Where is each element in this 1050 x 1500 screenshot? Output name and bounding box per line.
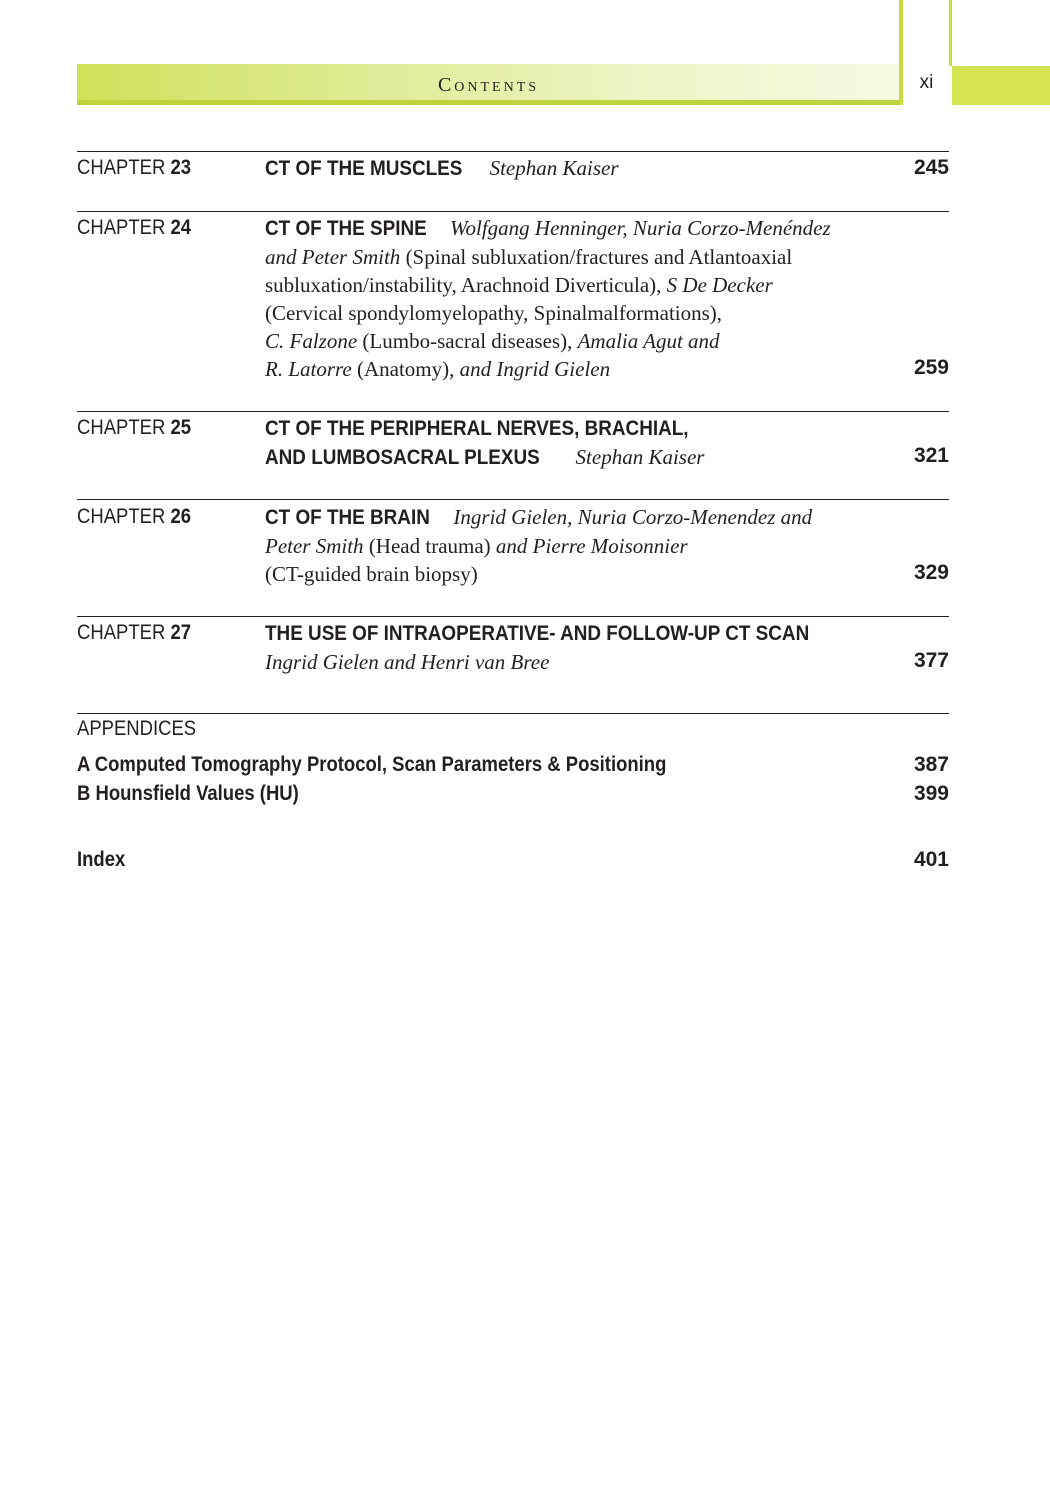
header-band-underline	[77, 100, 900, 105]
chapter-note: (Spinal subluxation/fractures and Atlantoaxial	[405, 245, 793, 269]
toc-entry-appendix-b[interactable]: B Hounsfield Values (HU)	[77, 782, 299, 805]
chapter-authors: S De Decker	[666, 273, 773, 297]
running-header-title: Contents	[437, 74, 540, 96]
chapter-authors: and Pierre Moisonnier	[495, 534, 688, 558]
chapter-word: CHAPTER	[77, 216, 166, 239]
toc-entry-chapter-24[interactable]	[265, 214, 875, 383]
page-ref[interactable]: 401	[913, 848, 949, 871]
chapter-authors: Stephan Kaiser	[489, 156, 619, 180]
chapter-authors: and Peter Smith	[265, 245, 401, 269]
chapter-note: (Anatomy),	[356, 357, 455, 381]
chapter-number: 26	[170, 505, 192, 528]
chapter-label	[77, 214, 191, 242]
chapter-word: CHAPTER	[77, 505, 166, 528]
page-ref[interactable]: 377	[913, 649, 949, 672]
toc-entry-index[interactable]: Index	[77, 848, 126, 871]
page-number: xi	[919, 72, 934, 93]
chapter-authors: Amalia Agut and	[577, 329, 720, 353]
chapter-note: (Cervical spondylomyelopathy, Spinalmalformations),	[265, 301, 723, 325]
chapter-word: CHAPTER	[77, 416, 166, 439]
chapter-word: CHAPTER	[77, 621, 166, 644]
divider-rule	[77, 151, 949, 152]
chapter-label	[77, 154, 191, 182]
page-ref[interactable]: 399	[913, 782, 949, 805]
appendices-heading: APPENDICES	[77, 717, 197, 740]
toc-entry-chapter-23[interactable]	[265, 154, 875, 183]
page-ref[interactable]: 321	[913, 444, 949, 467]
chapter-authors: R. Latorre	[265, 357, 352, 381]
chapter-number: 25	[170, 416, 192, 439]
page-ref[interactable]: 259	[913, 356, 949, 379]
chapter-note: (Head trauma)	[368, 534, 491, 558]
chapter-number: 27	[170, 621, 192, 644]
chapter-authors: and Ingrid Gielen	[459, 357, 611, 381]
chapter-note: (CT-guided brain biopsy)	[265, 562, 478, 586]
header-vertical-rule-right	[949, 0, 952, 66]
divider-rule	[77, 411, 949, 412]
chapter-label	[77, 503, 191, 531]
chapter-authors: Stephan Kaiser	[575, 445, 705, 469]
chapter-number: 23	[170, 156, 192, 179]
chapter-authors: Ingrid Gielen and Henri van Bree	[265, 650, 550, 674]
chapter-title: CT OF THE MUSCLES	[265, 157, 463, 180]
chapter-title: AND LUMBOSACRAL PLEXUS	[265, 446, 540, 469]
divider-rule	[77, 616, 949, 617]
toc-entry-chapter-25[interactable]	[265, 414, 875, 472]
toc-entry-chapter-27[interactable]	[265, 619, 875, 676]
chapter-note: subluxation/instability, Arachnoid Diverticula),	[265, 273, 662, 297]
chapter-title: CT OF THE SPINE	[265, 217, 427, 240]
divider-rule	[77, 499, 949, 500]
chapter-label	[77, 619, 191, 647]
page-ref[interactable]: 329	[913, 561, 949, 584]
chapter-authors: Ingrid Gielen, Nuria Corzo-Menendez and	[453, 505, 813, 529]
chapter-note: (Lumbo-sacral diseases),	[362, 329, 573, 353]
divider-rule	[77, 713, 949, 714]
divider-rule	[77, 211, 949, 212]
chapter-authors: Peter Smith	[265, 534, 364, 558]
chapter-authors: Wolfgang Henninger, Nuria Corzo-Menéndez	[449, 216, 831, 240]
chapter-number: 24	[170, 216, 192, 239]
chapter-title: CT OF THE BRAIN	[265, 506, 430, 529]
chapter-title: THE USE OF INTRAOPERATIVE- AND FOLLOW-UP CT SCAN	[265, 622, 810, 645]
chapter-word: CHAPTER	[77, 156, 166, 179]
chapter-authors: C. Falzone	[265, 329, 358, 353]
chapter-title: CT OF THE PERIPHERAL NERVES, BRACHIAL,	[265, 417, 689, 440]
toc-entry-chapter-26[interactable]	[265, 503, 875, 588]
page-ref[interactable]: 245	[913, 156, 949, 179]
page-ref[interactable]: 387	[913, 753, 949, 776]
toc-entry-appendix-a[interactable]: A Computed Tomography Protocol, Scan Parameters & Positioning	[77, 753, 667, 776]
chapter-label	[77, 414, 191, 442]
